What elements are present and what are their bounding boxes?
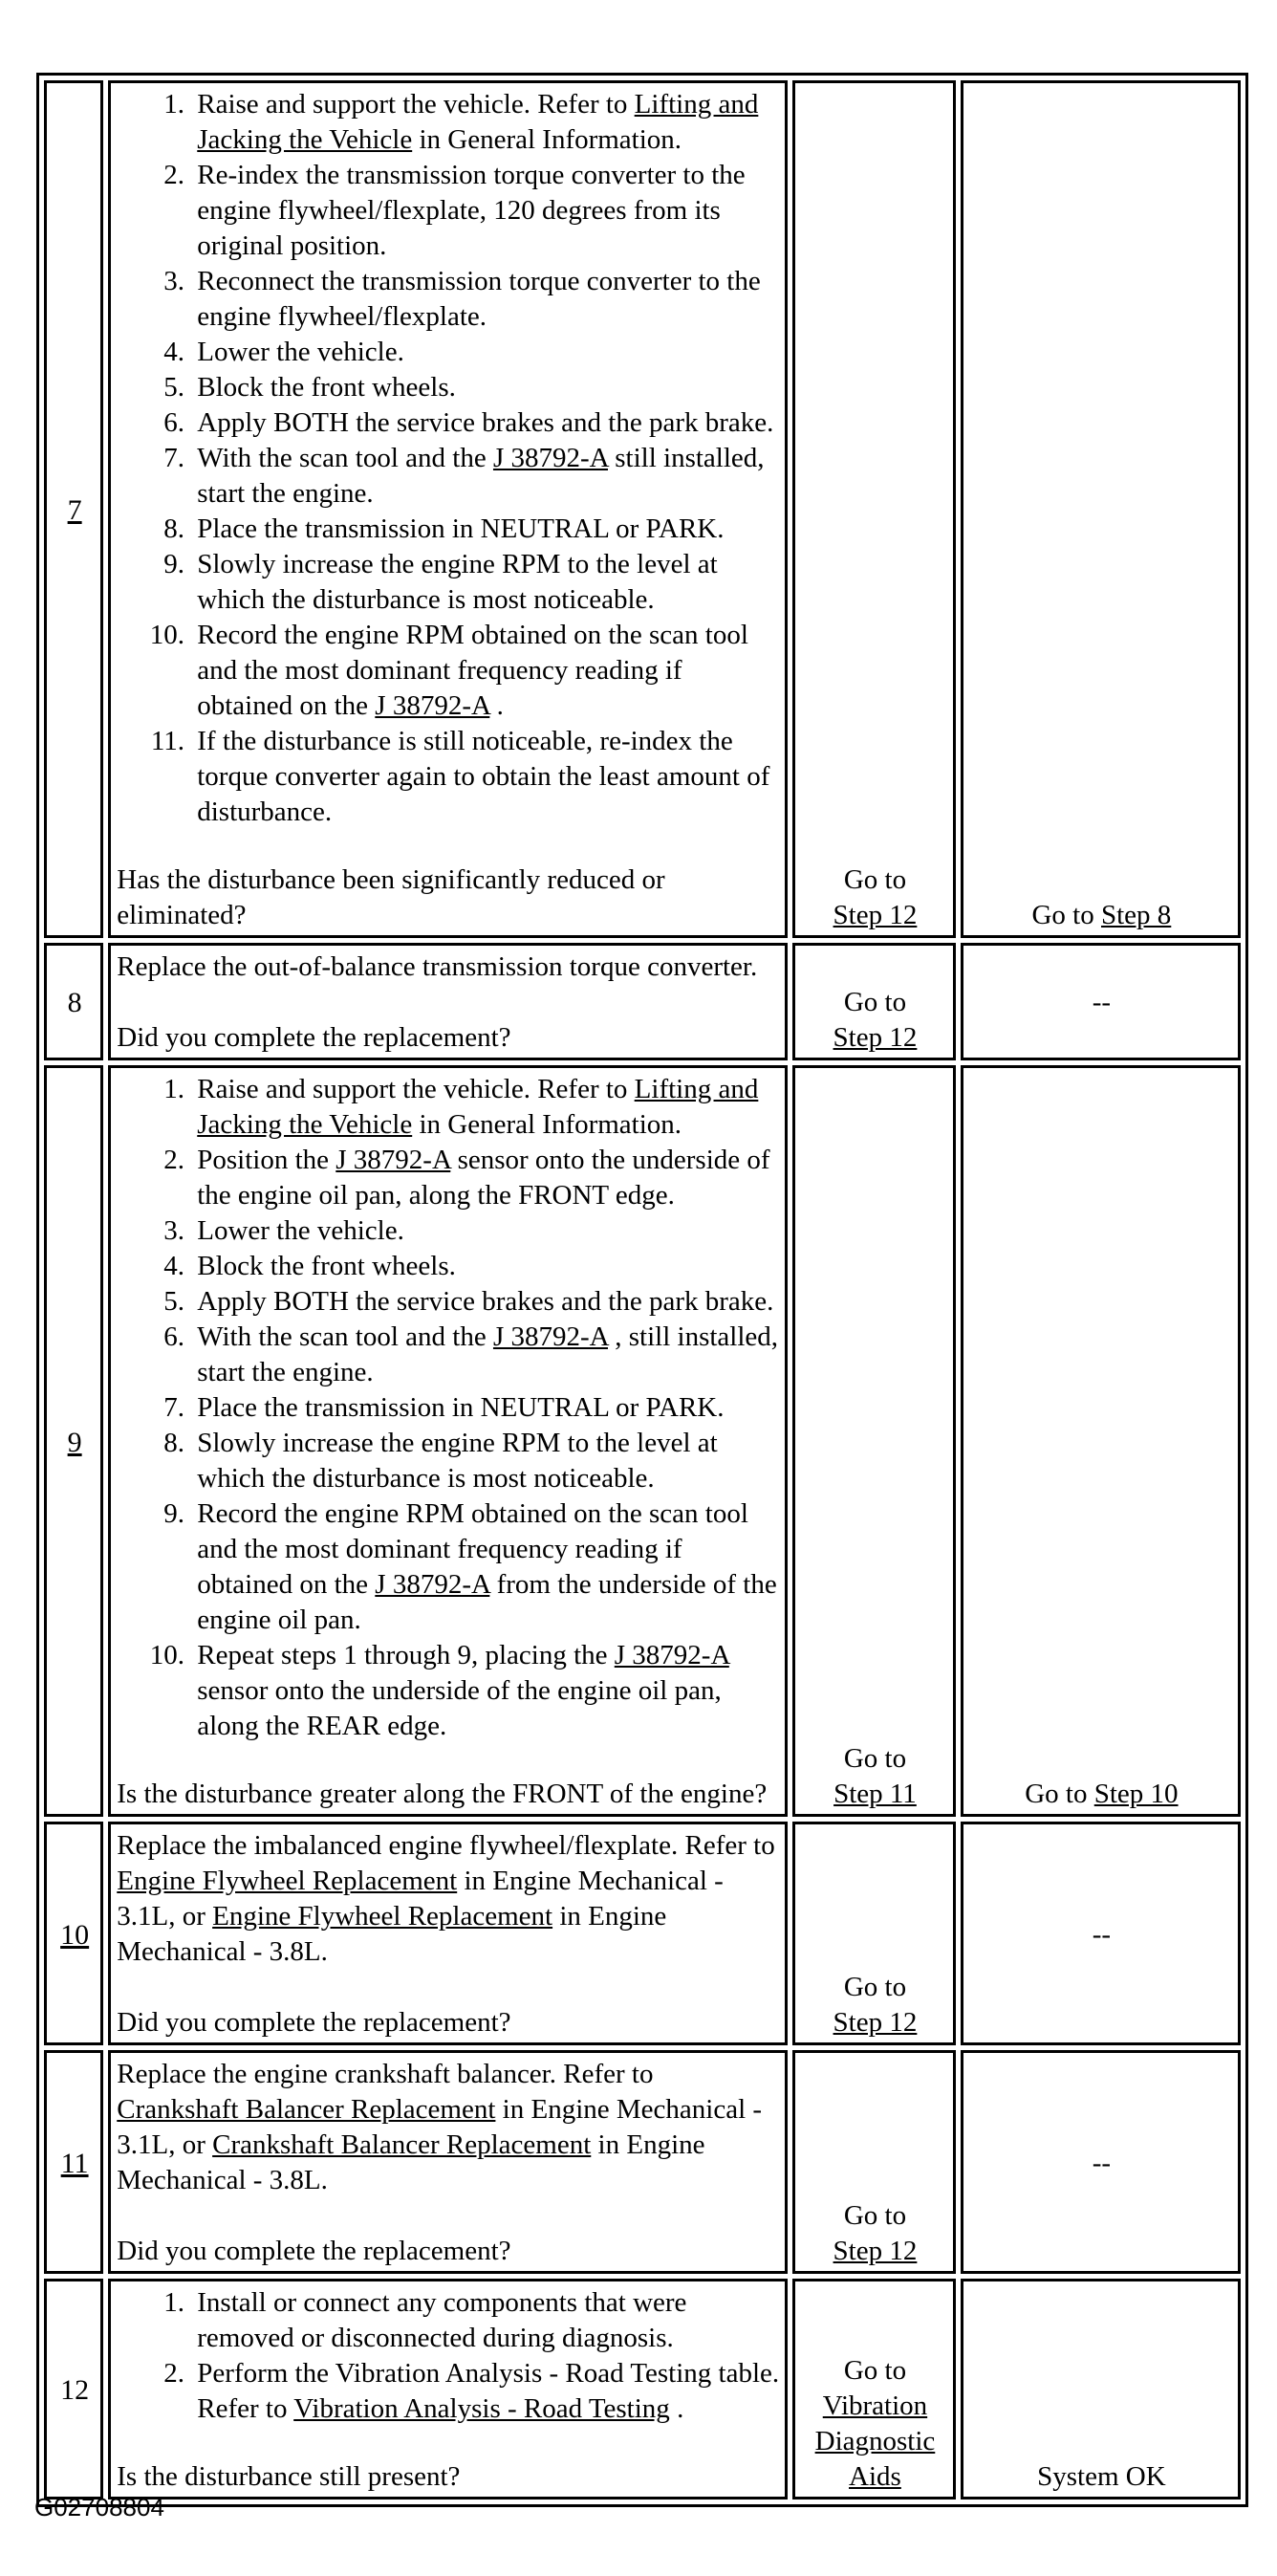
yes-result-cell <box>792 943 956 1060</box>
action-step-item <box>191 1390 781 1426</box>
action-paragraph-text: Replace the imbalanced engine flywheel/flexplate. Refer to <box>117 1830 775 1861</box>
yes-result <box>801 1970 949 2041</box>
action-step-text: Install or connect any components that were removed or disconnected during diagnosis. <box>197 2287 687 2353</box>
action-cell <box>108 2279 788 2500</box>
action-step-text: in General Information. <box>412 124 682 155</box>
action-step-item <box>191 1249 781 1284</box>
action-step-text: Reconnect the transmission torque converter to the engine flywheel/flexplate. <box>197 266 761 332</box>
action-paragraph-text: in Engine Mechanical - 3.8L. <box>117 1901 667 1967</box>
no-result-link[interactable]: Step 8 <box>1100 900 1172 930</box>
action-step-item <box>191 158 781 264</box>
action-cell <box>108 943 788 1060</box>
no-result-cell <box>961 1822 1241 2045</box>
no-result <box>969 985 1234 1020</box>
step-number: 8 <box>67 987 82 1018</box>
yes-result-cell <box>792 1822 956 2045</box>
step-number-cell <box>44 2279 103 2500</box>
no-result <box>969 1917 1234 1953</box>
action-step-text: Block the front wheels. <box>197 372 456 403</box>
action-paragraph-text: in Engine Mechanical - 3.1L, or <box>117 2094 763 2160</box>
action-step-text: If the disturbance is still noticeable, re-index the torque converter again to obtain the least amount of disturbance. <box>197 726 770 827</box>
action-cell <box>108 1065 788 1817</box>
action-step-item <box>191 1496 781 1638</box>
action-step-text: Position the <box>197 1145 336 1175</box>
yes-goto-text: Go to <box>843 1743 907 1774</box>
yes-goto-text: Go to <box>843 1972 907 2002</box>
no-result-text: -- <box>1092 1918 1112 1950</box>
table-row-step-8 <box>44 943 1241 1060</box>
action-step-text: Place the transmission in NEUTRAL or PARK. <box>197 513 725 544</box>
action-step-text: Apply BOTH the service brakes and the park brake. <box>197 1286 774 1317</box>
action-step-text: Slowly increase the engine RPM to the level at which the disturbance is most noticeable. <box>197 549 718 615</box>
step-number-cell <box>44 1822 103 2045</box>
no-result-text: -- <box>1092 987 1112 1017</box>
action-step-link[interactable]: J 38792-A <box>492 1321 608 1352</box>
action-steps-list <box>117 87 781 830</box>
yes-step-link[interactable]: Vibration Diagnostic Aids <box>814 2390 936 2492</box>
action-step-text: , still installed, start the engine. <box>197 1321 779 1387</box>
no-result-cell <box>961 1065 1241 1817</box>
no-result-text: -- <box>1092 2147 1112 2178</box>
question-text: Is the disturbance still present? <box>117 2461 461 2492</box>
step-number-cell <box>44 1065 103 1817</box>
action-step-text: Lower the vehicle. <box>197 337 404 367</box>
step-number[interactable]: 7 <box>67 494 82 526</box>
no-result-cell <box>961 2050 1241 2274</box>
action-step-text: With the scan tool and the <box>197 443 493 473</box>
action-step-text: Apply BOTH the service brakes and the park brake. <box>197 407 774 438</box>
table-row-step-9 <box>44 1065 1241 1817</box>
step-number: 12 <box>60 2374 90 2406</box>
action-paragraph <box>117 2057 781 2198</box>
yes-goto-text: Go to <box>843 2200 907 2231</box>
figure-id-label: G02708804 <box>34 2493 164 2521</box>
action-step-link[interactable]: Lifting and Jacking the Vehicle <box>197 89 759 155</box>
no-result-text: Go to <box>1031 900 1101 930</box>
no-result <box>969 2459 1234 2495</box>
question-text: Is the disturbance greater along the FRONT of the engine? <box>117 1779 768 1809</box>
action-step-text: still installed, start the engine. <box>197 443 765 509</box>
table-row-step-11 <box>44 2050 1241 2274</box>
action-step-item <box>191 618 781 724</box>
step-number[interactable]: 9 <box>67 1426 82 1458</box>
yes-step-link[interactable]: Step 11 <box>833 1779 917 1809</box>
no-result <box>969 1777 1234 1812</box>
no-result-cell <box>961 80 1241 938</box>
table-row-step-7 <box>44 80 1241 938</box>
question-text: Did you complete the replacement? <box>117 2236 511 2266</box>
action-step-link[interactable]: Vibration Analysis - Road Testing <box>293 2393 670 2424</box>
table-row-step-12 <box>44 2279 1241 2500</box>
yes-result <box>801 862 949 933</box>
yes-result-cell <box>792 80 956 938</box>
action-step-text: sensor onto the underside of the engine oil pan, along the FRONT edge. <box>197 1145 770 1211</box>
table-row-step-10 <box>44 1822 1241 2045</box>
action-step-text: in General Information. <box>412 1109 682 1140</box>
action-step-text: Lower the vehicle. <box>197 1215 404 1246</box>
yes-result-cell <box>792 1065 956 1817</box>
action-cell <box>108 2050 788 2274</box>
action-step-item <box>191 2356 781 2427</box>
action-step-link[interactable]: Lifting and Jacking the Vehicle <box>197 1074 759 1140</box>
no-result-cell <box>961 943 1241 1060</box>
action-step-item <box>191 1320 781 1390</box>
yes-result-cell <box>792 2279 956 2500</box>
action-step-item <box>191 1213 781 1249</box>
action-step-link[interactable]: J 38792-A <box>614 1640 729 1670</box>
no-result-text: System OK <box>1037 2461 1166 2492</box>
action-step-item <box>191 1638 781 1744</box>
step-number-cell <box>44 2050 103 2274</box>
action-step-item <box>191 724 781 830</box>
action-step-item <box>191 2285 781 2356</box>
action-step-item <box>191 1426 781 1496</box>
action-paragraph <box>117 950 781 985</box>
yes-step-link[interactable]: Step 12 <box>833 1022 918 1053</box>
action-paragraph-text: in Engine Mechanical - 3.8L. <box>117 2129 705 2195</box>
action-step-text: Record the engine RPM obtained on the scan tool and the most dominant frequency reading if obtained on the <box>197 620 748 721</box>
action-paragraph-text: Replace the out-of-balance transmission torque converter. <box>117 951 758 982</box>
no-result <box>969 898 1234 933</box>
yes-step-link[interactable]: Step 12 <box>833 2007 918 2038</box>
yes-step-link[interactable]: Step 12 <box>833 900 918 930</box>
action-paragraph-link[interactable]: Engine Flywheel Replacement <box>117 1866 458 1896</box>
action-step-link[interactable]: J 38792-A <box>492 443 608 473</box>
no-result-text: Go to <box>1025 1779 1094 1809</box>
action-paragraph-text: in Engine Mechanical - 3.1L, or <box>117 1866 724 1932</box>
action-step-item <box>191 87 781 158</box>
action-step-text: Perform the Vibration Analysis - Road Testing table. Refer to <box>197 2358 780 2424</box>
action-cell <box>108 80 788 938</box>
action-step-item <box>191 370 781 405</box>
action-paragraph-link[interactable]: Crankshaft Balancer Replacement <box>117 2094 496 2125</box>
action-step-link[interactable]: J 38792-A <box>375 1569 490 1600</box>
diagnostic-table-body <box>44 80 1241 2500</box>
yes-result-cell <box>792 2050 956 2274</box>
yes-result <box>801 985 949 1056</box>
action-step-item <box>191 512 781 547</box>
action-step-item <box>191 547 781 618</box>
action-step-link[interactable]: J 38792-A <box>375 690 490 721</box>
action-step-item <box>191 441 781 512</box>
yes-result <box>801 2198 949 2269</box>
action-step-text: Raise and support the vehicle. Refer to <box>197 89 635 120</box>
question-text: Did you complete the replacement? <box>117 1022 511 1053</box>
action-step-text: Record the engine RPM obtained on the scan tool and the most dominant frequency reading if obtained on the <box>197 1498 748 1600</box>
step-number[interactable]: 11 <box>60 2147 89 2179</box>
yes-goto-text: Go to <box>843 2355 907 2386</box>
action-step-text: With the scan tool and the <box>197 1321 493 1352</box>
yes-goto-text: Go to <box>843 987 907 1017</box>
action-paragraph-link[interactable]: Engine Flywheel Replacement <box>212 1901 553 1932</box>
action-step-item <box>191 264 781 335</box>
action-paragraph <box>117 1828 781 1970</box>
diagnostic-table <box>36 73 1248 2507</box>
action-step-text: Block the front wheels. <box>197 1251 456 1281</box>
yes-result <box>801 2353 949 2495</box>
action-step-text: sensor onto the underside of the engine oil pan, along the REAR edge. <box>197 1675 722 1741</box>
action-step-text: Re-index the transmission torque converter to the engine flywheel/flexplate, 120 degrees from its original position. <box>197 160 746 261</box>
action-step-item <box>191 1284 781 1320</box>
action-step-text: . <box>489 690 504 721</box>
question-text: Has the disturbance been significantly reduced or eliminated? <box>117 864 665 930</box>
action-step-text: Raise and support the vehicle. Refer to <box>197 1074 635 1104</box>
action-paragraph-text: Replace the engine crankshaft balancer. Refer to <box>117 2059 654 2089</box>
yes-result <box>801 1741 949 1812</box>
action-step-text: Repeat steps 1 through 9, placing the <box>197 1640 615 1670</box>
action-cell <box>108 1822 788 2045</box>
no-result-link[interactable]: Step 10 <box>1093 1779 1179 1809</box>
action-step-item <box>191 1143 781 1213</box>
no-result-cell <box>961 2279 1241 2500</box>
no-result <box>969 2146 1234 2181</box>
action-step-text: . <box>669 2393 684 2424</box>
action-paragraph-link[interactable]: Crankshaft Balancer Replacement <box>212 2129 592 2160</box>
step-number-cell <box>44 80 103 938</box>
action-steps-list <box>117 1072 781 1744</box>
yes-step-link[interactable]: Step 12 <box>833 2236 918 2266</box>
action-step-link[interactable]: J 38792-A <box>335 1145 451 1175</box>
action-step-item <box>191 405 781 441</box>
yes-goto-text: Go to <box>843 864 907 895</box>
action-steps-list <box>117 2285 781 2427</box>
action-step-text: Place the transmission in NEUTRAL or PARK. <box>197 1392 725 1423</box>
action-step-item <box>191 1072 781 1143</box>
question-text: Did you complete the replacement? <box>117 2007 511 2038</box>
step-number-cell <box>44 943 103 1060</box>
action-step-text: from the underside of the engine oil pan. <box>197 1569 777 1635</box>
action-step-item <box>191 335 781 370</box>
action-step-text: Slowly increase the engine RPM to the level at which the disturbance is most noticeable. <box>197 1428 718 1494</box>
step-number[interactable]: 10 <box>60 1918 90 1951</box>
